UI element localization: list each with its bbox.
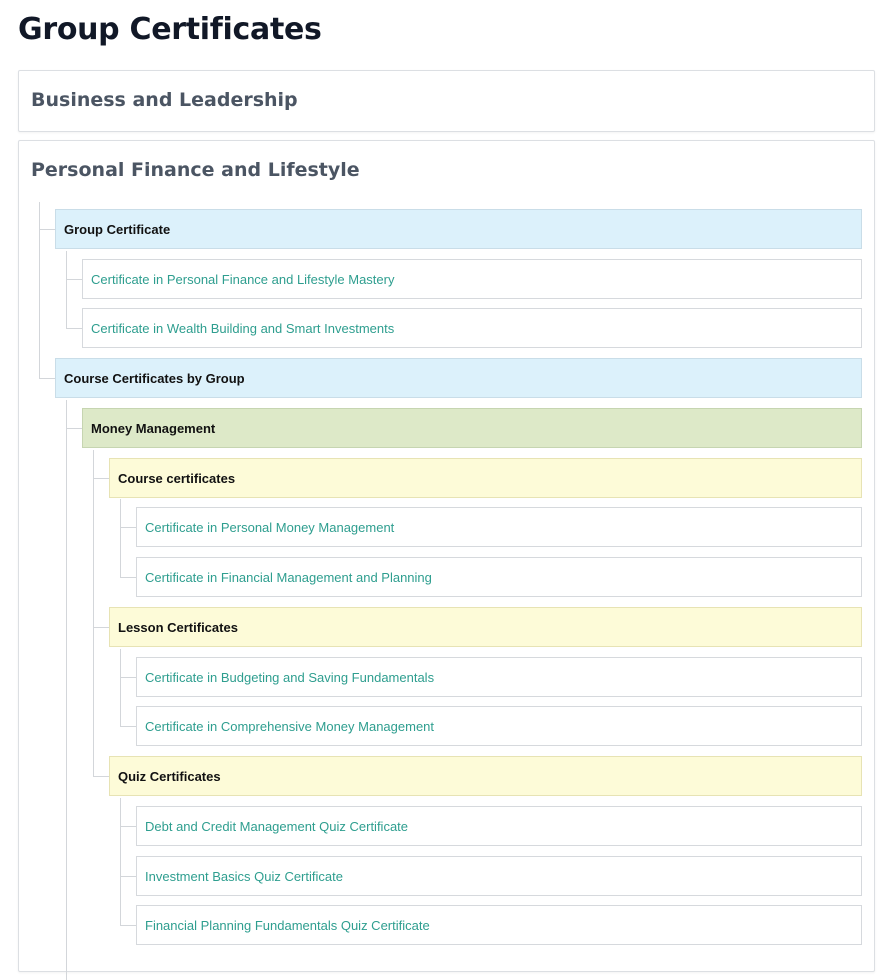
tree-connector [66,251,67,328]
certificate-link[interactable] [82,259,862,299]
row-label[interactable]: Certificate in Personal Money Management [145,519,395,535]
row-label: Quiz Certificates [118,768,221,784]
group-certificate-header [55,209,862,249]
tree-connector [120,798,121,925]
tree-connector [66,428,82,429]
certificate-link[interactable] [136,706,862,746]
course-certificates-header [109,458,862,498]
section-title[interactable]: Business and Leadership [31,89,298,111]
certificate-link[interactable] [82,308,862,348]
section-business-and-leadership[interactable] [18,70,875,132]
tree-connector [120,726,136,727]
row-label[interactable]: Certificate in Wealth Building and Smart Investments [91,320,395,336]
page-title: Group Certificates [18,12,322,47]
tree-connector [120,577,136,578]
row-label[interactable]: Investment Basics Quiz Certificate [145,868,343,884]
row-label[interactable]: Debt and Credit Management Quiz Certificate [145,818,409,834]
tree-connector [120,925,136,926]
tree-connector [120,826,136,827]
tree-connector [66,328,82,329]
tree-connector [93,478,109,479]
row-label: Course Certificates by Group [64,370,245,386]
money-management-header [82,408,862,448]
tree-connector [93,776,109,777]
tree-connector [120,876,136,877]
tree-connector [120,649,121,726]
certificate-link[interactable] [136,657,862,697]
tree-connector [93,627,109,628]
row-label[interactable]: Certificate in Budgeting and Saving Fundamentals [145,669,435,685]
course-certificates-by-group-header [55,358,862,398]
row-label: Money Management [91,420,216,436]
row-label: Group Certificate [64,221,171,237]
row-label: Lesson Certificates [118,619,238,635]
tree-connector [120,527,136,528]
tree-connector [120,499,121,577]
certificate-link[interactable] [136,507,862,547]
quiz-certificates-header [109,756,862,796]
tree-connector [120,677,136,678]
tree-connector [39,378,55,379]
certificate-link[interactable] [136,856,862,896]
tree-connector [66,400,67,980]
tree-connector [93,450,94,776]
certificate-link[interactable] [136,806,862,846]
row-label[interactable]: Certificate in Personal Finance and Lifestyle Mastery [91,271,395,287]
certificate-link[interactable] [136,557,862,597]
section-personal-finance-and-lifestyle [18,140,875,972]
row-label: Course certificates [118,470,236,486]
section-title[interactable]: Personal Finance and Lifestyle [31,159,360,181]
tree-connector [66,279,82,280]
tree-connector [39,229,55,230]
row-label[interactable]: Financial Planning Fundamentals Quiz Certificate [145,917,430,933]
lesson-certificates-header [109,607,862,647]
row-label[interactable]: Certificate in Comprehensive Money Management [145,718,435,734]
certificate-link[interactable] [136,905,862,945]
row-label[interactable]: Certificate in Financial Management and Planning [145,569,432,585]
